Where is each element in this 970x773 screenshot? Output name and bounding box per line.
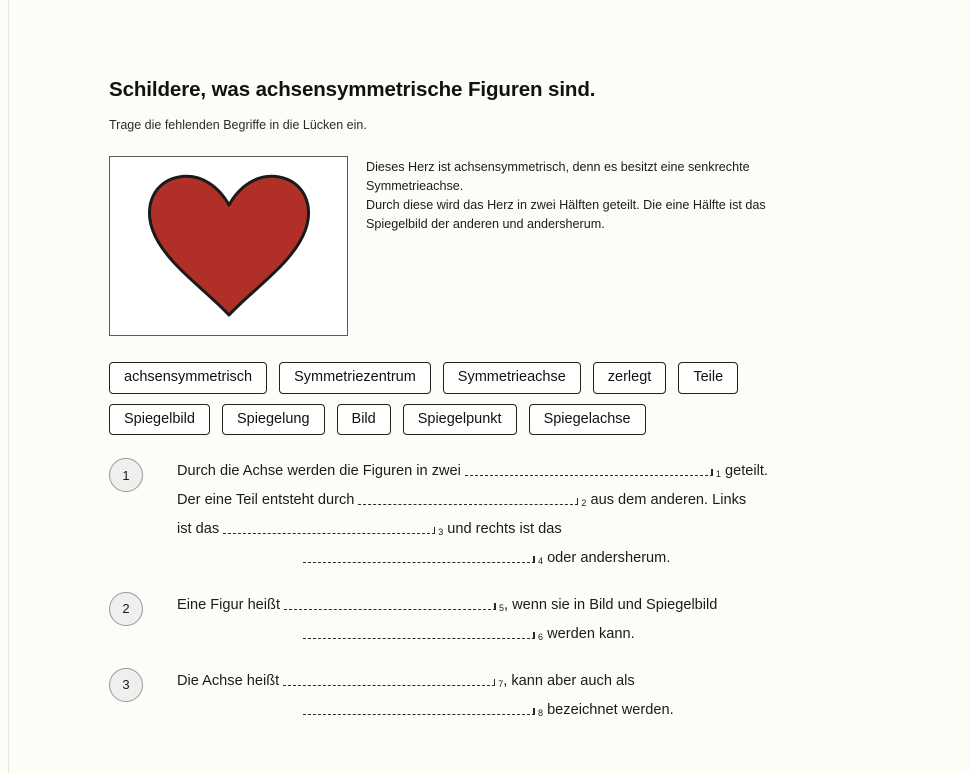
word-bank-row [109,404,889,436]
explanation-line-2: Symmetrieachse. [366,179,464,194]
question-body [177,591,889,649]
heart-icon [145,171,313,321]
question-text-after: bezeichnet werden. [543,701,674,718]
word-chip[interactable]: Spiegelachse [529,404,646,436]
question-text-after: oder andersherum. [543,550,671,567]
question-item [109,457,889,573]
figure-frame [109,156,348,336]
blank-input[interactable] [358,490,578,505]
blank-number: 4 [538,556,544,567]
question-text-before: Der eine Teil entsteht durch [177,492,355,509]
question-text-before: ist das [177,521,220,538]
question-line [177,515,889,544]
question-line [177,457,889,486]
word-chip[interactable]: Teile [678,362,738,394]
question-body [177,667,889,725]
worksheet-content [109,78,889,742]
question-item [109,591,889,649]
question-text-after: werden kann. [543,625,635,642]
word-bank-row [109,362,889,394]
blank-number: 6 [538,631,544,642]
blank-input[interactable] [223,519,435,534]
question-item [109,667,889,725]
word-chip[interactable]: Spiegelung [222,404,325,436]
question-number-badge: 3 [109,668,143,702]
figure-explanation [366,156,766,235]
word-chip[interactable]: zerlegt [593,362,667,394]
page-title: Schildere, was achsensymmetrische Figuren sind. [109,78,596,101]
explanation-line-1: Dieses Herz ist achsensymmetrisch, denn es besitzt eine senkrechte [366,160,750,174]
word-chip[interactable]: Spiegelbild [109,404,210,436]
explanation-line-3: Durch diese wird das Herz in zwei Hälften geteilt. Die eine Hälfte ist das [366,198,766,213]
word-chip[interactable]: achsensymmetrisch [109,362,267,394]
figure-row [109,156,889,336]
blank-number: 1 [715,469,721,480]
question-text-before: Durch die Achse werden die Figuren in zwei [177,463,461,480]
blank-input[interactable] [283,671,495,686]
word-chip[interactable]: Symmetriezentrum [279,362,431,394]
question-text-after: , kann aber auch als [503,672,635,689]
word-bank [109,362,889,435]
question-number-badge: 1 [109,458,143,492]
question-body [177,457,889,573]
question-line [177,486,889,515]
question-text-before: Die Achse heißt [177,672,280,689]
word-chip[interactable]: Spiegelpunkt [403,404,517,436]
blank-number: 2 [581,498,587,509]
question-line [177,620,889,649]
page-subtitle: Trage die fehlenden Begriffe in die Lücken ein. [109,118,367,132]
blank-number: 7 [498,678,504,689]
questions-list [109,457,889,724]
blank-input[interactable] [303,548,535,563]
question-text-after: , wenn sie in Bild und Spiegelbild [504,596,718,613]
blank-number: 8 [538,707,544,718]
blank-input[interactable] [284,595,496,610]
blank-input[interactable] [303,624,535,639]
question-text-after: und rechts ist das [443,521,562,538]
word-chip[interactable]: Symmetrieachse [443,362,581,394]
question-line [177,667,889,696]
blank-input[interactable] [465,461,713,476]
question-number-badge: 2 [109,592,143,626]
blank-input[interactable] [303,700,535,715]
question-text-before: Eine Figur heißt [177,596,281,613]
question-line [177,544,889,573]
word-chip[interactable]: Bild [337,404,391,436]
question-line [177,591,889,620]
blank-number: 3 [438,527,444,538]
question-text-after: geteilt. [720,463,768,480]
question-text-after: aus dem anderen. Links [586,492,747,509]
question-line [177,696,889,725]
blank-number: 5 [499,602,505,613]
explanation-line-4: Spiegelbild der anderen und andersherum. [366,217,605,232]
